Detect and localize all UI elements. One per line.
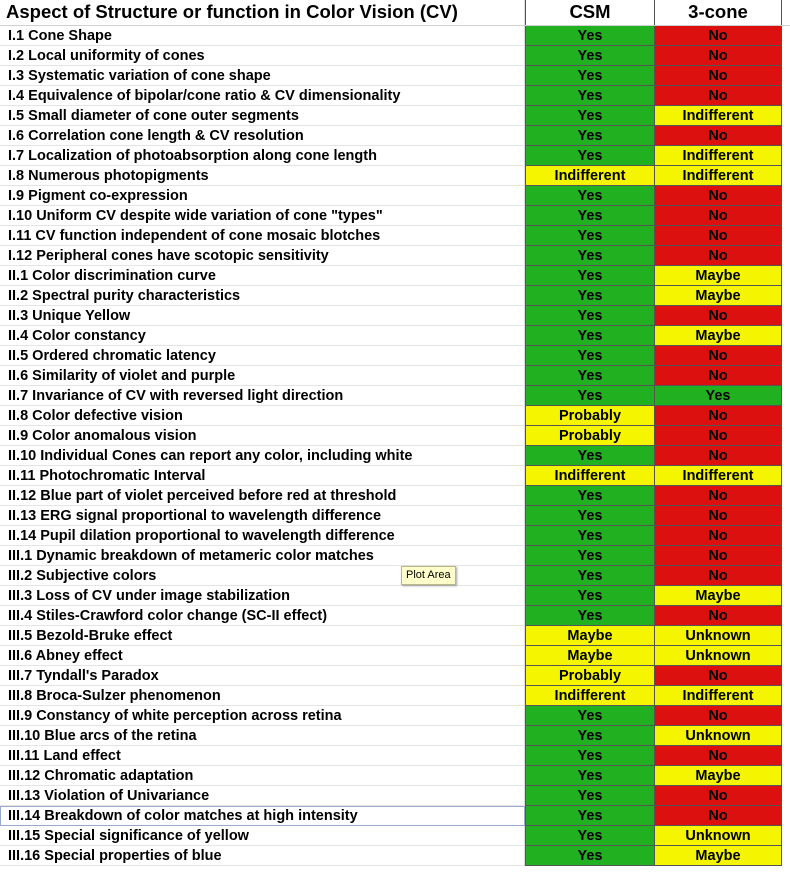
three-cone-cell[interactable]: Maybe [655,286,782,306]
three-cone-cell[interactable]: Unknown [655,826,782,846]
three-cone-cell[interactable]: Indifferent [655,466,782,486]
aspect-cell[interactable]: I.1 Cone Shape [0,26,525,46]
three-cone-cell[interactable]: No [655,806,782,826]
table-row [0,486,790,506]
aspect-cell[interactable]: III.6 Abney effect [0,646,525,666]
csm-cell[interactable]: Yes [525,246,655,266]
aspect-column-header[interactable]: Aspect of Structure or function in Color Vision (CV) [0,0,525,25]
three-cone-cell[interactable]: Yes [655,386,782,406]
table-row [0,606,790,626]
aspect-cell[interactable]: II.11 Photochromatic Interval [0,466,525,486]
three-cone-cell[interactable]: No [655,486,782,506]
csm-cell[interactable]: Yes [525,66,655,86]
three-cone-cell[interactable]: No [655,26,782,46]
table-row [0,346,790,366]
three-cone-cell[interactable]: No [655,306,782,326]
aspect-cell[interactable]: II.13 ERG signal proportional to wavelength difference [0,506,525,526]
aspect-cell[interactable]: II.14 Pupil dilation proportional to wavelength difference [0,526,525,546]
csm-cell[interactable]: Yes [525,326,655,346]
table-row [0,586,790,606]
aspect-cell[interactable]: III.7 Tyndall's Paradox [0,666,525,686]
table-row [0,86,790,106]
table-row [0,566,790,586]
three-cone-cell[interactable]: No [655,46,782,66]
table-row [0,66,790,86]
aspect-cell[interactable]: II.3 Unique Yellow [0,306,525,326]
table-row [0,666,790,686]
three-cone-cell[interactable]: No [655,366,782,386]
aspect-cell[interactable]: I.10 Uniform CV despite wide variation of cone "types" [0,206,525,226]
table-row [0,646,790,666]
csm-cell[interactable]: Yes [525,506,655,526]
csm-cell[interactable]: Indifferent [525,686,655,706]
aspect-cell[interactable]: III.5 Bezold-Bruke effect [0,626,525,646]
three-cone-cell[interactable]: No [655,566,782,586]
aspect-cell[interactable]: I.9 Pigment co-expression [0,186,525,206]
three-cone-cell[interactable]: No [655,606,782,626]
aspect-cell[interactable]: II.6 Similarity of violet and purple [0,366,525,386]
three-cone-cell[interactable]: No [655,126,782,146]
three-cone-cell[interactable]: Maybe [655,326,782,346]
csm-cell[interactable]: Yes [525,286,655,306]
table-row [0,26,790,46]
table-row [0,286,790,306]
aspect-cell[interactable]: III.2 Subjective colors [0,566,525,586]
aspect-cell[interactable]: I.3 Systematic variation of cone shape [0,66,525,86]
table-row [0,766,790,786]
csm-cell[interactable]: Yes [525,106,655,126]
csm-cell[interactable]: Indifferent [525,166,655,186]
three-cone-cell[interactable]: No [655,206,782,226]
aspect-cell[interactable]: II.7 Invariance of CV with reversed light direction [0,386,525,406]
table-row [0,846,790,866]
csm-cell[interactable]: Yes [525,346,655,366]
csm-column-header[interactable]: CSM [525,0,655,25]
aspect-cell[interactable]: III.4 Stiles-Crawford color change (SC-II effect) [0,606,525,626]
aspect-cell[interactable]: II.12 Blue part of violet perceived before red at threshold [0,486,525,506]
csm-cell[interactable]: Yes [525,86,655,106]
csm-cell[interactable]: Yes [525,746,655,766]
aspect-cell[interactable]: I.11 CV function independent of cone mosaic blotches [0,226,525,246]
csm-cell[interactable]: Yes [525,306,655,326]
csm-cell[interactable]: Yes [525,786,655,806]
three-cone-cell[interactable]: Indifferent [655,686,782,706]
csm-cell[interactable]: Yes [525,766,655,786]
csm-cell[interactable]: Yes [525,826,655,846]
aspect-cell[interactable]: III.10 Blue arcs of the retina [0,726,525,746]
csm-cell[interactable]: Yes [525,806,655,826]
three-cone-cell[interactable]: No [655,666,782,686]
aspect-cell[interactable]: II.2 Spectral purity characteristics [0,286,525,306]
csm-cell[interactable]: Maybe [525,626,655,646]
aspect-cell[interactable]: III.11 Land effect [0,746,525,766]
table-row [0,106,790,126]
csm-cell[interactable]: Yes [525,226,655,246]
table-row [0,386,790,406]
table-row [0,126,790,146]
table-row [0,726,790,746]
aspect-cell[interactable]: I.8 Numerous photopigments [0,166,525,186]
table-row [0,46,790,66]
three-cone-cell[interactable]: No [655,786,782,806]
csm-cell[interactable]: Yes [525,546,655,566]
aspect-cell[interactable]: III.1 Dynamic breakdown of metameric color matches [0,546,525,566]
csm-cell[interactable]: Yes [525,706,655,726]
table-row [0,706,790,726]
csm-cell[interactable]: Probably [525,406,655,426]
three-cone-cell[interactable]: Indifferent [655,106,782,126]
table-row [0,266,790,286]
table-row [0,146,790,166]
table-row [0,406,790,426]
three-cone-cell[interactable]: No [655,346,782,366]
csm-cell[interactable]: Probably [525,426,655,446]
header-row [0,0,790,26]
three-cone-cell[interactable]: No [655,246,782,266]
csm-cell[interactable]: Yes [525,186,655,206]
csm-cell[interactable]: Yes [525,486,655,506]
aspect-cell[interactable]: III.12 Chromatic adaptation [0,766,525,786]
aspect-cell[interactable]: I.12 Peripheral cones have scotopic sensitivity [0,246,525,266]
table-row [0,426,790,446]
aspect-cell[interactable]: I.2 Local uniformity of cones [0,46,525,66]
aspect-cell[interactable]: III.16 Special properties of blue [0,846,525,866]
csm-cell[interactable]: Yes [525,446,655,466]
aspect-cell[interactable]: II.5 Ordered chromatic latency [0,346,525,366]
csm-cell[interactable]: Yes [525,206,655,226]
three-cone-cell[interactable]: No [655,406,782,426]
aspect-cell[interactable]: II.1 Color discrimination curve [0,266,525,286]
plot-area-tooltip: Plot Area [401,566,456,585]
three-cone-cell[interactable]: Maybe [655,266,782,286]
aspect-cell[interactable]: II.8 Color defective vision [0,406,525,426]
table-row [0,546,790,566]
table-row [0,326,790,346]
csm-cell[interactable]: Yes [525,606,655,626]
three-cone-cell[interactable]: No [655,746,782,766]
csm-cell[interactable]: Yes [525,386,655,406]
three-cone-cell[interactable]: No [655,706,782,726]
three-cone-cell[interactable]: Unknown [655,646,782,666]
three-cone-cell[interactable]: No [655,526,782,546]
table-row [0,166,790,186]
table-row [0,826,790,846]
aspect-cell[interactable]: II.4 Color constancy [0,326,525,346]
csm-cell[interactable]: Yes [525,146,655,166]
aspect-cell[interactable]: II.9 Color anomalous vision [0,426,525,446]
aspect-cell[interactable]: I.6 Correlation cone length & CV resolution [0,126,525,146]
table-row [0,626,790,646]
three-cone-cell[interactable]: Maybe [655,846,782,866]
csm-cell[interactable]: Yes [525,46,655,66]
table-row [0,246,790,266]
three-cone-cell[interactable]: No [655,86,782,106]
aspect-cell[interactable]: III.14 Breakdown of color matches at high intensity [0,806,525,826]
aspect-cell[interactable]: III.9 Constancy of white perception across retina [0,706,525,726]
table-row [0,306,790,326]
three-cone-cell[interactable]: Maybe [655,586,782,606]
aspect-cell[interactable]: III.15 Special significance of yellow [0,826,525,846]
csm-cell[interactable]: Yes [525,566,655,586]
table-row [0,686,790,706]
table-row [0,786,790,806]
table-row [0,226,790,246]
csm-cell[interactable]: Indifferent [525,466,655,486]
table-row [0,186,790,206]
aspect-cell[interactable]: I.5 Small diameter of cone outer segments [0,106,525,126]
csm-cell[interactable]: Yes [525,586,655,606]
csm-cell[interactable]: Maybe [525,646,655,666]
csm-cell[interactable]: Yes [525,126,655,146]
table-row [0,206,790,226]
three-cone-cell[interactable]: Unknown [655,626,782,646]
three-cone-cell[interactable]: Indifferent [655,146,782,166]
three-cone-cell[interactable]: No [655,506,782,526]
csm-cell[interactable]: Yes [525,366,655,386]
three-cone-column-header[interactable]: 3-cone [655,0,782,25]
csm-cell[interactable]: Yes [525,26,655,46]
three-cone-cell[interactable]: Unknown [655,726,782,746]
csm-cell[interactable]: Yes [525,526,655,546]
three-cone-cell[interactable]: Indifferent [655,166,782,186]
table-body [0,26,790,866]
csm-cell[interactable]: Yes [525,726,655,746]
three-cone-cell[interactable]: No [655,186,782,206]
table-row [0,446,790,466]
table-row [0,506,790,526]
table-row [0,526,790,546]
table-row [0,366,790,386]
csm-cell[interactable]: Probably [525,666,655,686]
three-cone-cell[interactable]: No [655,66,782,86]
csm-cell[interactable]: Yes [525,846,655,866]
table-row [0,466,790,486]
aspect-cell[interactable]: III.8 Broca-Sulzer phenomenon [0,686,525,706]
table-row [0,746,790,766]
aspect-cell[interactable]: I.4 Equivalence of bipolar/cone ratio & CV dimensionality [0,86,525,106]
csm-cell[interactable]: Yes [525,266,655,286]
three-cone-cell[interactable]: No [655,226,782,246]
three-cone-cell[interactable]: No [655,446,782,466]
three-cone-cell[interactable]: No [655,546,782,566]
aspect-cell[interactable]: II.10 Individual Cones can report any color, including white [0,446,525,466]
table-row [0,806,790,826]
three-cone-cell[interactable]: Maybe [655,766,782,786]
aspect-cell[interactable]: III.3 Loss of CV under image stabilization [0,586,525,606]
aspect-cell[interactable]: III.13 Violation of Univariance [0,786,525,806]
aspect-cell[interactable]: I.7 Localization of photoabsorption along cone length [0,146,525,166]
three-cone-cell[interactable]: No [655,426,782,446]
